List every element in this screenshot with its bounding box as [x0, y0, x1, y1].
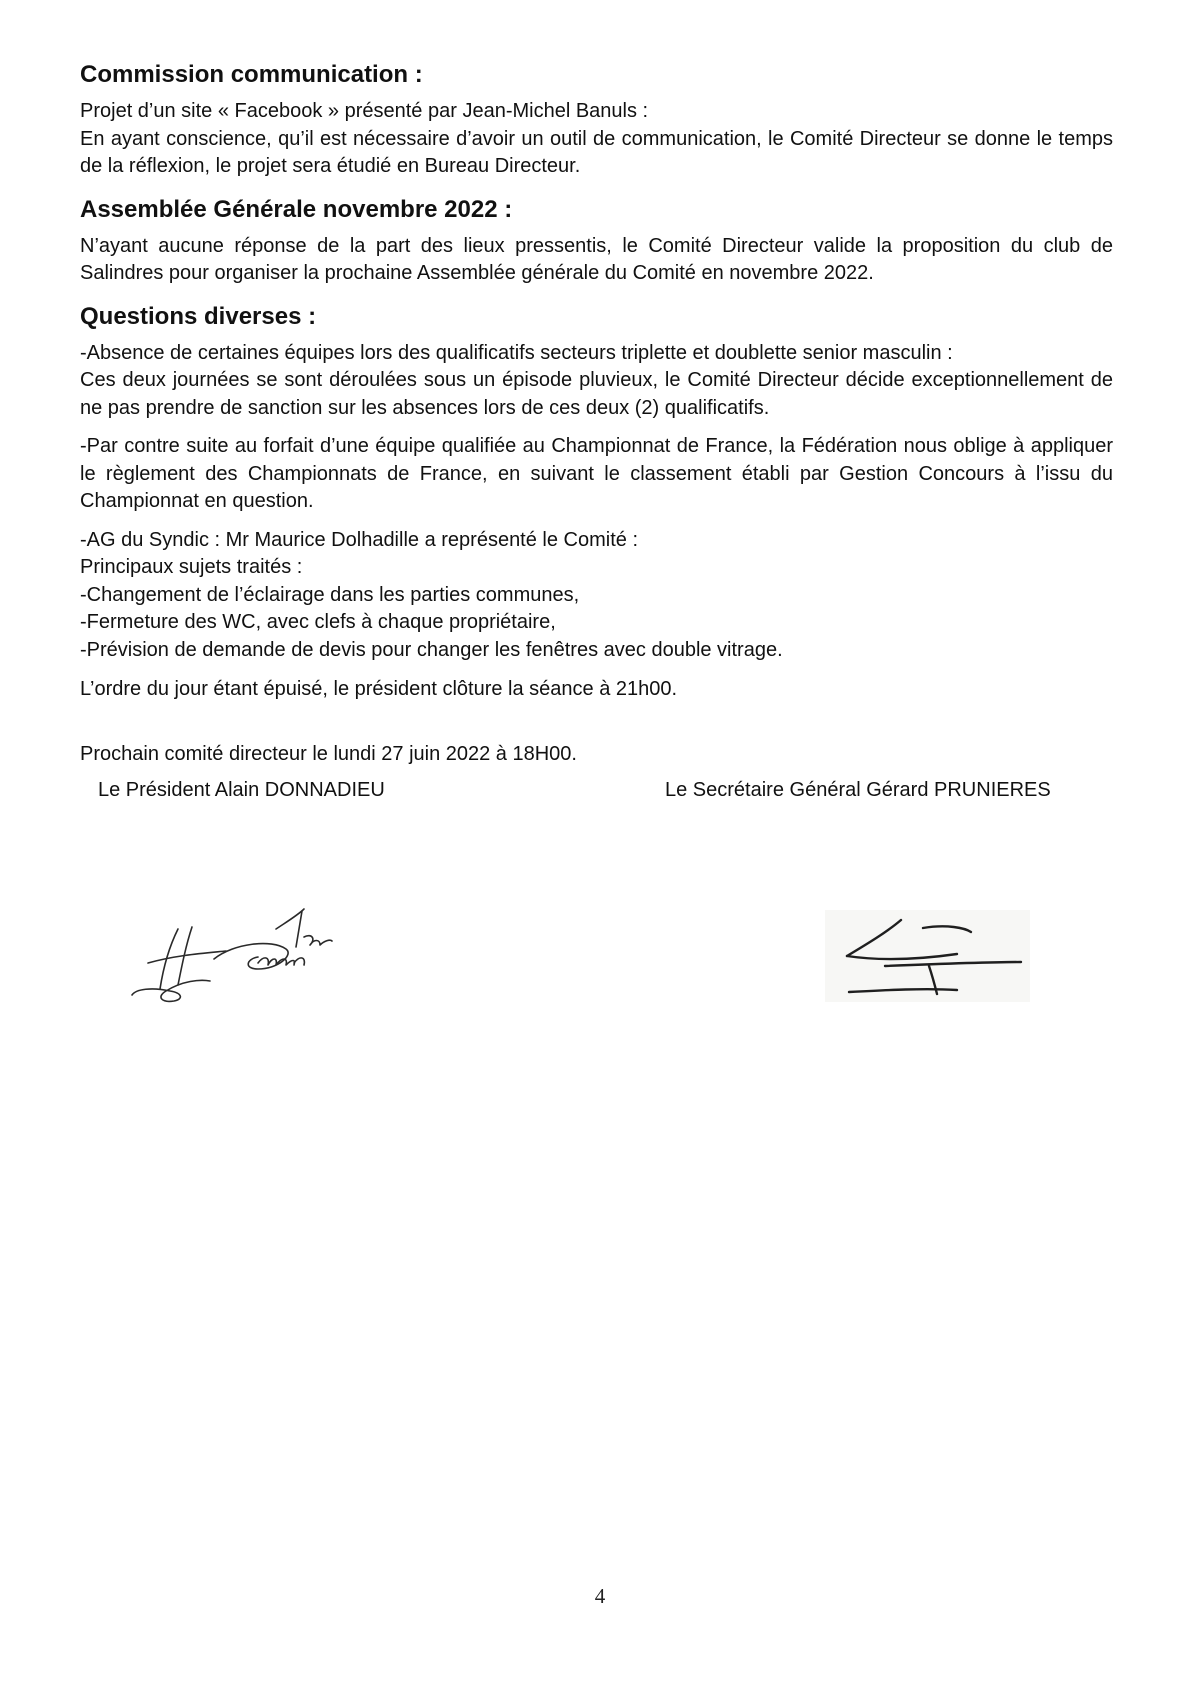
paragraph — [80, 98, 1113, 181]
text-line: En ayant conscience, qu’il est nécessaire d’avoir un outil de communication, le Comité Directeur se donne le temps de la réflexion, le projet sera étudié en Bureau Directeur. — [80, 127, 1113, 177]
signatories — [80, 776, 1113, 816]
paragraph — [80, 340, 1113, 423]
president-signature — [126, 893, 338, 1003]
paragraph — [80, 527, 1113, 665]
section-commission-communication — [80, 58, 1113, 181]
paragraph — [80, 433, 1113, 516]
text-line: -AG du Syndic : Mr Maurice Dolhadille a représenté le Comité : — [80, 528, 639, 551]
text-line: -Changement de l’éclairage dans les parties communes, — [80, 583, 580, 606]
text-line: -Absence de certaines équipes lors des qualificatifs secteurs triplette et doublette senior masculin : — [80, 341, 953, 364]
text-line: -Fermeture des WC, avec clefs à chaque propriétaire, — [80, 611, 556, 633]
section-heading: Assemblée Générale novembre 2022 : — [80, 195, 513, 223]
section-questions-diverses — [80, 300, 1113, 665]
section-assemblee-generale — [80, 193, 1113, 288]
page-number: 4 — [594, 1584, 606, 1608]
closing-statement: L’ordre du jour étant épuisé, le président clôture la séance à 21h00. — [80, 678, 678, 700]
next-meeting: Prochain comité directeur le lundi 27 juin 2022 à 18H00. — [80, 742, 577, 765]
text-line: -Prévision de demande de devis pour changer les fenêtres avec double vitrage. — [80, 638, 783, 661]
president-name: Le Président Alain DONNADIEU — [98, 779, 385, 801]
text-line: N’ayant aucune réponse de la part des lieux pressentis, le Comité Directeur valide la proposition du club de Salindres pour organiser la prochaine Assemblée générale du Comité en novembre 2022. — [80, 234, 1113, 284]
spacer — [80, 715, 1113, 741]
text-line: -Par contre suite au forfait d’une équipe qualifiée au Championnat de France, la Fédération nous oblige à appliquer le règlement des Championnats de France, en suivant le classement établi par Gestion Concours à l’issu du Championnat en question. — [80, 435, 1113, 512]
text-line: Projet d’un site « Facebook » présenté par Jean-Michel Banuls : — [80, 100, 649, 122]
paragraph — [80, 233, 1113, 288]
secretary-signature — [825, 910, 1030, 1002]
text-line: Ces deux journées se sont déroulées sous un épisode pluvieux, le Comité Directeur décide exceptionnellement de ne pas prendre de sanction sur les absences lors de ces deux (2) qualificatifs. — [80, 369, 1113, 419]
section-heading: Questions diverses : — [80, 302, 317, 330]
secretary-name: Le Secrétaire Général Gérard PRUNIERES — [665, 779, 1051, 801]
section-heading: Commission communication : — [80, 61, 423, 88]
document-page — [80, 58, 1113, 816]
text-line: Principaux sujets traités : — [80, 556, 303, 578]
